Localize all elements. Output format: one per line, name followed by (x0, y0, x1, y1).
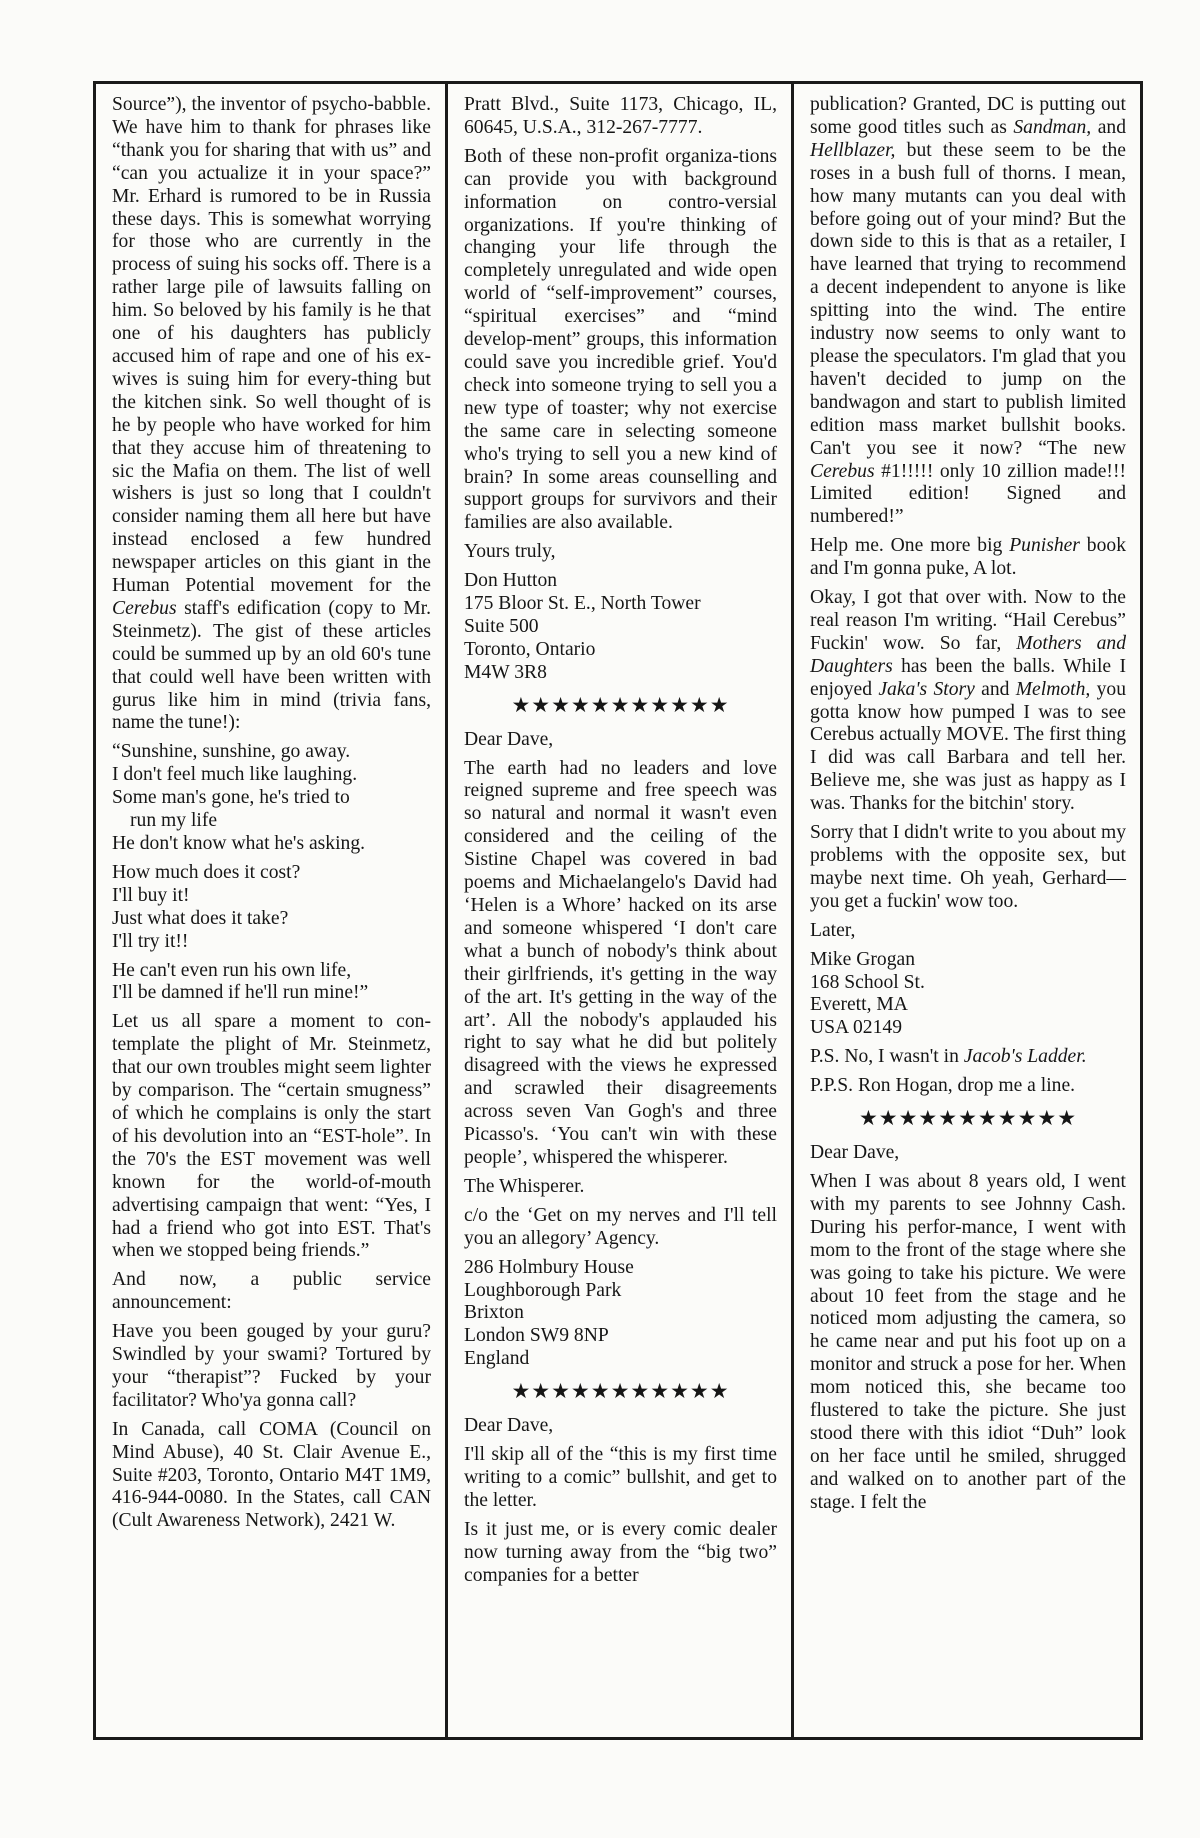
paragraph (464, 94, 777, 140)
line-block (112, 741, 431, 856)
text-line: How much does it cost? (112, 861, 301, 883)
text-run: staff's edification (copy to Mr. Steinmetz). The gist of these articles could be summed up by an old 60's tune that could well have been written with gurus like him in mind (trivia fans, name the tune!): (112, 597, 431, 734)
text-run: Dear Dave, (464, 1415, 554, 1437)
column-1 (96, 84, 445, 1737)
paragraph (464, 146, 777, 535)
text-line: England (464, 1348, 530, 1370)
text-run: publication? Granted, DC is putting out some good titles such as (810, 94, 1126, 138)
text-line: He don't know what he's asking. (112, 833, 366, 854)
text-run: Both of these non-profit organiza-tions can provide you with background information on contro-versial organizations. If you're thinking of changing your life through the completely unregulated and wide open world of “self-improvement” courses, “spiritual exercises” and “mind develop-ment” groups, this information could save you incredible grief. You'd check into someone trying to sell you a new type of toaster; why not exercise the same care in selecting someone who's trying to sell you a new kind of brain? In some areas counselling and support groups for survivors and their families are also available. (464, 145, 777, 534)
column-3 (791, 84, 1140, 1737)
paragraph (810, 587, 1126, 816)
text-run: Pratt Blvd., Suite 1173, Chicago, IL, 60645, U.S.A., 312-267-7777. (464, 94, 777, 138)
italic-title: Hellblazer, (810, 139, 896, 161)
paragraph (464, 541, 777, 564)
line-block (810, 949, 1126, 1041)
paragraph (112, 1321, 431, 1413)
text-run: Okay, I got that over with. Now to the real reason I'm writing. “Hail Cerebus” Fuckin' wow. So far, (810, 587, 1126, 654)
text-run: Let us all spare a moment to con-template the plight of Mr. Steinmetz, that our own troubles might seem lighter by comparison. The “certain smugness” of which he complains is only the start of his devolution into an “EST-hole”. In the 70's the EST movement was well known for the world-of-mouth advertising campaign that went: “Yes, I had a friend who got into EST. That's when we stopped being friends.” (112, 1011, 431, 1262)
text-run: And now, a public service announcement: (112, 1269, 431, 1314)
text-line: 168 School St. (810, 971, 925, 993)
italic-title: Cerebus (112, 597, 177, 619)
line-block (112, 862, 431, 954)
text-line: I'll be damned if he'll run mine!” (112, 982, 369, 1004)
text-run: book and I'm gonna puke, A lot. (810, 535, 1126, 580)
paragraph (810, 1075, 1126, 1098)
letters-page-frame (93, 81, 1143, 1740)
text-run: and (1091, 116, 1126, 138)
text-line: Loughborough Park (464, 1279, 622, 1301)
text-run: Help me. One more big (810, 535, 1010, 557)
text-run: Later, (810, 919, 856, 941)
italic-title: Sandman, (1013, 116, 1092, 138)
text-run: Is it just me, or is every comic dealer now turning away from the “big two” companies for a better (464, 1518, 777, 1586)
paragraph (112, 1269, 431, 1315)
text-line: Everett, MA (810, 994, 908, 1016)
paragraph (464, 1415, 777, 1438)
italic-title: Mothers and Daughters (810, 632, 1126, 677)
paragraph (112, 1011, 431, 1263)
star-divider: ★★★★★★★★★★★ (511, 1379, 730, 1404)
text-line: Brixton (464, 1302, 524, 1324)
text-line: Suite 500 (464, 615, 539, 637)
text-run: #1!!!!! only 10 zillion made!!! Limited edition! Signed and numbered!” (810, 460, 1126, 528)
text-run: Have you been gouged by your guru? Swindled by your swami? Tortured by your “therapist”? Fucked by your facilitator? Who'ya gonna call? (112, 1321, 431, 1411)
text-run: c/o the ‘Get on my nerves and I'll tell you an allegory’ Agency. (464, 1204, 777, 1249)
text-run: but these seem to be the roses in a bush full of thorns. I mean, how many mutants can you deal with before going out of your mind? But the down side to this is that as a retailer, I have learned that trying to recommend a decent independent to anyone is like spitting into the wind. The entire industry now seems to only want to please the speculators. I'm glad that you haven't decided to jump on the bandwagon and start to publish limited edition mass market bullshit books. Can't you see it now? “The new (810, 139, 1126, 459)
paragraph (464, 729, 777, 752)
text-line: Just what does it take? (112, 907, 289, 929)
line-block (464, 570, 777, 685)
star-divider: ★★★★★★★★★★★ (511, 692, 730, 717)
paragraph (810, 94, 1126, 529)
paragraph (464, 1444, 777, 1513)
paragraph (112, 1419, 431, 1534)
text-run: P.P.S. Ron Hogan, drop me a line. (810, 1075, 1076, 1097)
paragraph (810, 535, 1126, 581)
text-line: Mike Grogan (810, 948, 916, 970)
paragraph (464, 1205, 777, 1251)
text-line: USA 02149 (810, 1017, 902, 1039)
text-run: P.S. No, I wasn't in (810, 1046, 964, 1068)
text-line: He can't even run his own life, (112, 959, 352, 981)
star-divider: ★★★★★★★★★★★ (858, 1106, 1078, 1131)
text-run: The Whisperer. (464, 1175, 585, 1197)
text-line: “Sunshine, sunshine, go away. (112, 741, 351, 763)
paragraph (810, 1171, 1126, 1515)
text-run: has been the balls. While I enjoyed (810, 655, 1126, 700)
paragraph (810, 822, 1126, 914)
text-line: 286 Holmbury House (464, 1256, 634, 1278)
text-line: Don Hutton (464, 570, 558, 592)
column-2 (445, 84, 791, 1737)
text-run: When I was about 8 years old, I went with my parents to see Johnny Cash. During his perfor-mance, I went with mom to the front of the stage where she was going to take his picture. We were about 10 feet from the stage and he noticed mom adjusting the camera, so he came near and put his foot up on a monitor and struck a pose for her. When mom noticed this, she became too flustered to take the picture. She just stood there with this idiot “Duh” look on her face until he smiled, shrugged and walked on to another part of the stage. I felt the (810, 1170, 1126, 1513)
text-line: M4W 3R8 (464, 661, 547, 683)
text-line: run my life (130, 810, 218, 832)
line-block (464, 1257, 777, 1372)
text-run: Source”), the inventor of psycho-babble. We have him to thank for phrases like “thank you for sharing that with us” and “can you actualize it in your space?” Mr. Erhard is rumored to be in Russia these days. This is somewhat worrying for those who are currently in the process of suing his socks off. There is a rather large pile of lawsuits falling on him. So beloved by his family is he that one of his daughters has publicly accused him of rape and one of his ex-wives is suing him for every-thing but the kitchen sink. So well thought of is he by people who have worked for him that they accuse him of threatening to sic the Mafia on them. The list of well wishers is just so long that I couldn't consider naming them all here but have instead enclosed a few hundred newspaper articles on this giant in the Human Potential movement for the (112, 94, 431, 597)
paragraph (464, 758, 777, 1170)
paragraph (464, 1176, 777, 1199)
paragraph (810, 1046, 1126, 1069)
text-line: I'll buy it! (112, 884, 190, 906)
text-run: and (974, 678, 1016, 700)
text-run: I'll skip all of the “this is my first time writing to a comic” bullshit, and get to the letter. (464, 1444, 777, 1511)
line-block (112, 960, 431, 1006)
italic-title: Jaka's Story (878, 678, 975, 700)
text-line: 175 Bloor St. E., North Tower (464, 593, 701, 615)
text-run: Sorry that I didn't write to you about my problems with the opposite sex, but maybe next time. Oh yeah, Gerhard—you get a fuckin' wow too. (810, 822, 1126, 912)
paragraph (810, 1142, 1126, 1165)
italic-title: Melmoth, (1015, 678, 1091, 700)
paragraph (112, 94, 431, 735)
text-line: I'll try it!! (112, 930, 189, 952)
italic-title: Cerebus (810, 460, 875, 482)
text-run: In Canada, call COMA (Council on Mind Abuse), 40 St. Clair Avenue E., Suite #203, Toronto, Ontario M4T 1M9, 416-944-0080. In the States, call CAN (Cult Awareness Network), 2421 W. (112, 1418, 431, 1532)
italic-title: Punisher (1009, 535, 1080, 557)
text-run: The earth had no leaders and love reigned supreme and free speech was so natural and normal it wasn't even considered and the ceiling of the Sistine Chapel was covered in bad poems and Michaelangelo's David had ‘Helen is a Whore’ hacked on its arse and someone whispered ‘I don't care what a bunch of nobody's think about their girlfriends, it's getting in the way of the art. It's getting in the way of the art’. All the nobody's applauded his right to say what he did but politely disagreed with the views he expressed and scrawled their disagreements across seven Van Gogh's and three Picasso's. ‘You can't win with these people’, whispered the whisperer. (464, 757, 777, 1168)
text-run: you gotta know how pumped I was to see Cerebus actually MOVE. The first thing I did was call Barbara and tell her. Believe me, she was just as happy as I was. Thanks for the bitchin' story. (810, 678, 1126, 815)
text-line: Toronto, Ontario (464, 638, 596, 660)
paragraph (464, 1519, 777, 1588)
text-run: Yours truly, (464, 541, 556, 563)
text-run: Dear Dave, (464, 728, 554, 750)
text-line: Some man's gone, he's tried to (112, 787, 350, 809)
paragraph (810, 920, 1126, 943)
text-run: Dear Dave, (810, 1142, 900, 1164)
italic-title: Jacob's Ladder. (963, 1046, 1087, 1068)
text-line: London SW9 8NP (464, 1325, 609, 1347)
text-line: I don't feel much like laughing. (112, 764, 358, 786)
